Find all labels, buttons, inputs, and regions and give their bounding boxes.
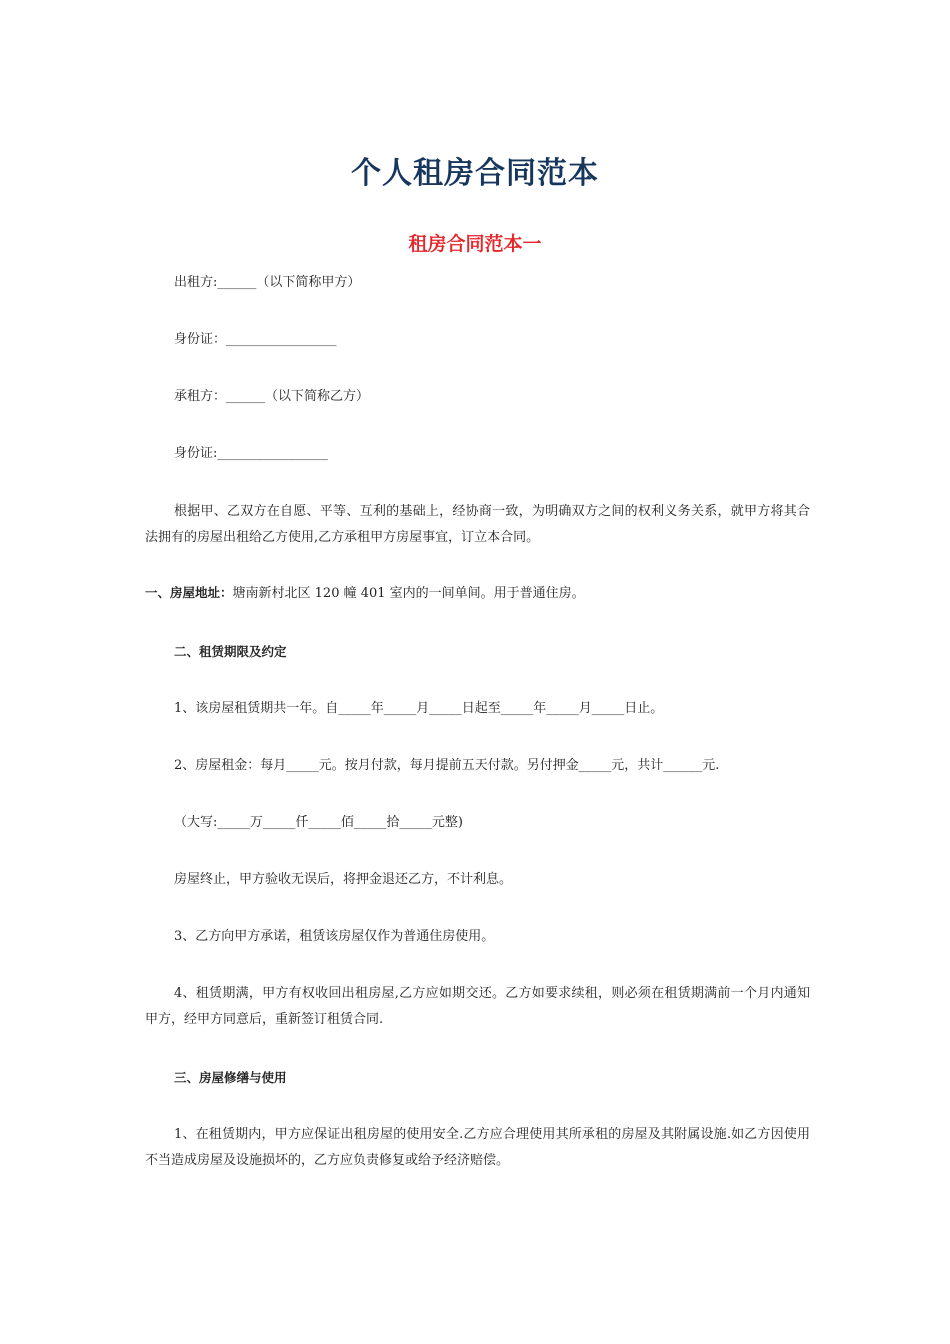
s2-item4: 4、租赁期满，甲方有权收回出租房屋,乙方应如期交还。乙方如要求续租，则必须在租赁期满前一个月内通知甲方，经甲方同意后，重新签订租赁合同.	[145, 986, 810, 1027]
document-title: 个人租房合同范本	[351, 156, 599, 191]
s2-item1: 1、该房屋租赁期共一年。自_____年_____月_____日起至_____年_____月_____日止。	[174, 701, 664, 716]
section1-line	[145, 580, 810, 607]
section1-heading: 一、房屋地址：	[145, 585, 233, 600]
lessor-id-line: 身份证：_________________	[174, 332, 337, 347]
lessor-line: 出租方:______（以下简称甲方）	[174, 275, 361, 290]
s2-item2-capital: （大写:_____万_____仟_____佰_____拾_____元整)	[174, 815, 463, 830]
s2-item2: 2、房屋租金：每月_____元。按月付款，每月提前五天付款。另付押金_____元，共计______元.	[174, 758, 720, 773]
document-subtitle: 租房合同范本一	[408, 233, 542, 255]
s2-item3: 3、乙方向甲方承诺，租赁该房屋仅作为普通住房使用。	[174, 929, 495, 944]
lessee-id-line: 身份证:_________________	[174, 446, 328, 461]
preamble-paragraph: 根据甲、乙双方在自愿、平等、互利的基础上，经协商一致，为明确双方之间的权利义务关系，就甲方将其合法拥有的房屋出租给乙方使用,乙方承租甲方房屋事宜，订立本合同。	[145, 504, 810, 545]
section1-text: 塘南新村北区 120 幢 401 室内的一间单间。用于普通住房。	[232, 586, 585, 601]
section3-heading: 三、房屋修缮与使用	[174, 1070, 287, 1085]
s3-item1: 1、在租赁期内，甲方应保证出租房屋的使用安全.乙方应合理使用其所承租的房屋及其附属设施.如乙方因使用不当造成房屋及设施损坏的，乙方应负责修复或给予经济赔偿。	[145, 1127, 810, 1168]
s2-deposit-return: 房屋终止，甲方验收无误后，将押金退还乙方，不计利息。	[174, 872, 513, 887]
lessee-line: 承租方：______（以下简称乙方）	[174, 389, 370, 404]
section2-heading: 二、租赁期限及约定	[174, 644, 287, 659]
